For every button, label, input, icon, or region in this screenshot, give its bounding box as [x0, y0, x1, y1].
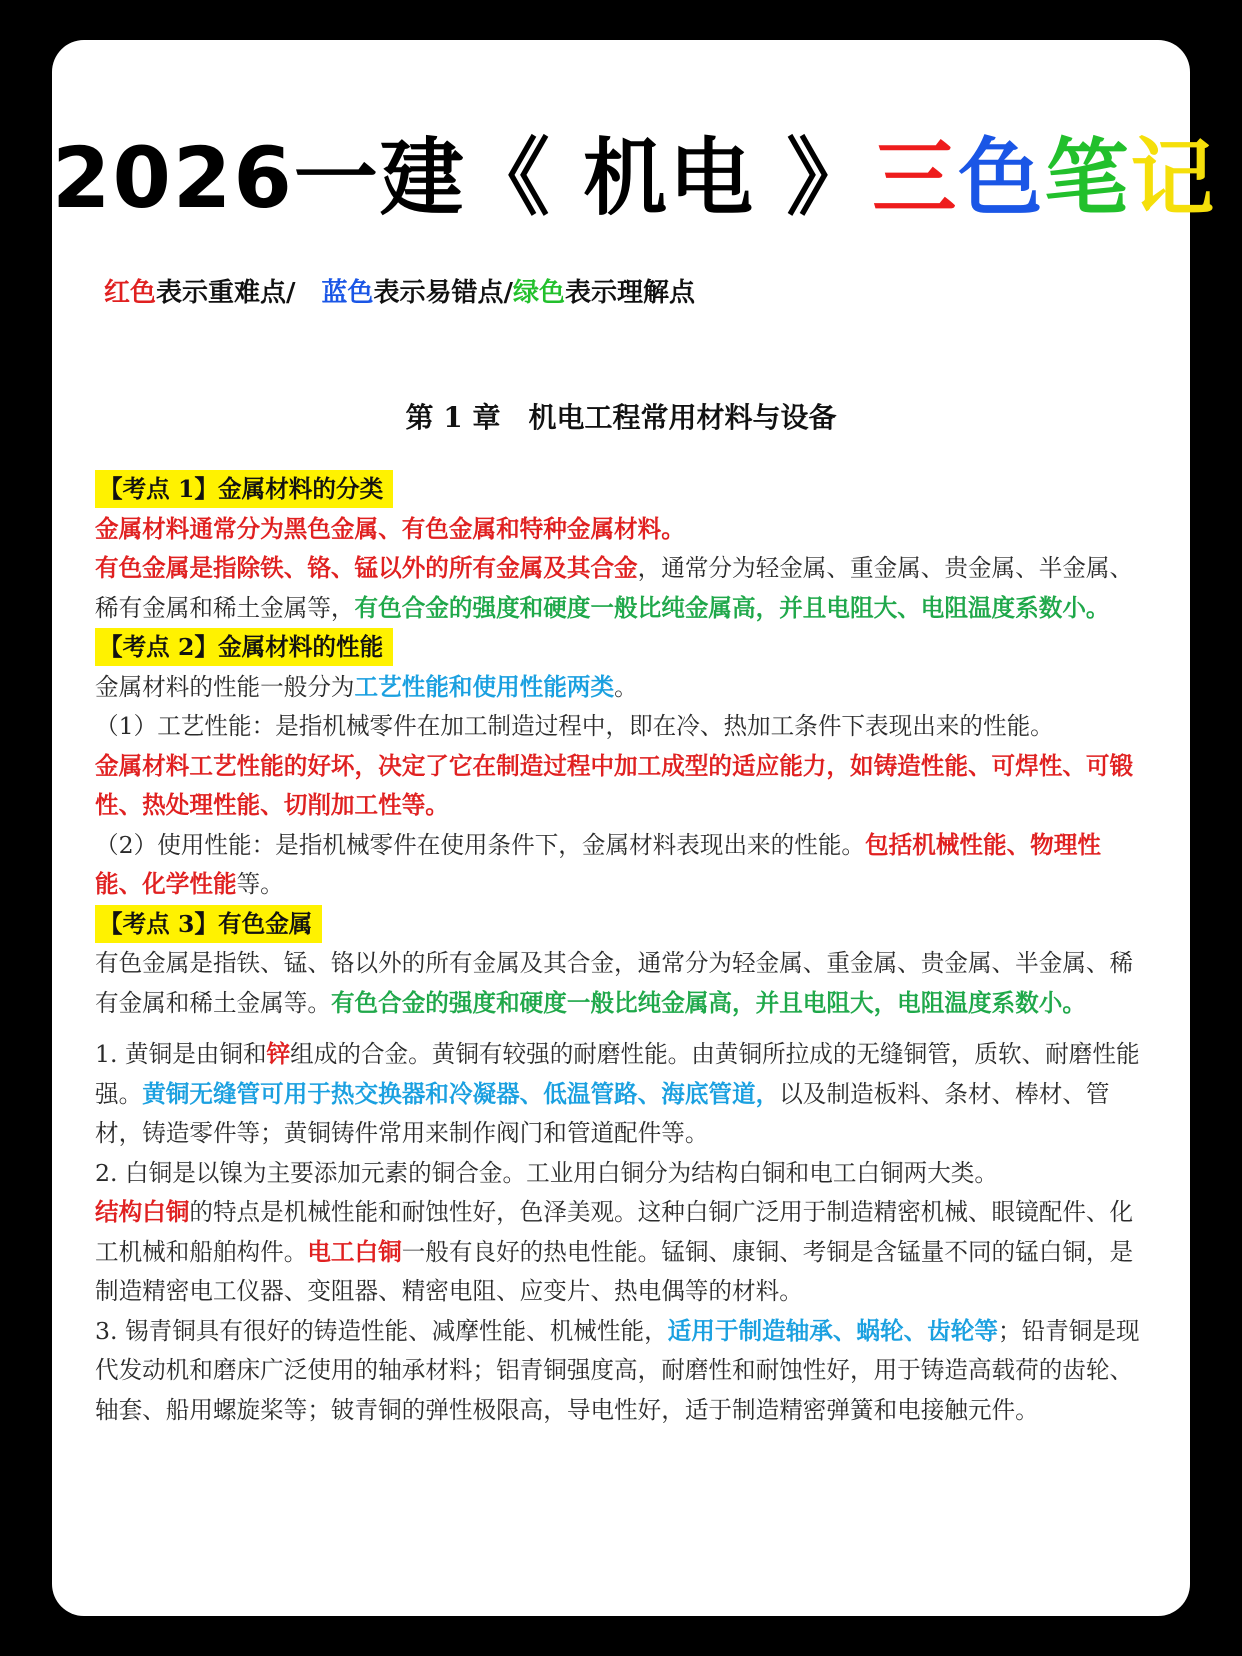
kp1-heading: 【考点 1】金属材料的分类 — [95, 470, 393, 508]
title-char-ji: 记 — [1130, 129, 1217, 227]
notes-content — [95, 470, 1147, 1430]
kp2-paragraph-4: （2）使用性能：是指机械零件在使用条件下，金属材料表现出来的性能。包括机械性能、物理性能、化学性能等。 — [95, 830, 1101, 898]
kp3-heading: 【考点 3】有色金属 — [95, 905, 322, 943]
kp2-paragraph-1: 金属材料的性能一般分为工艺性能和使用性能两类。 — [95, 672, 638, 701]
legend-red-desc: 表示重难点/ — [156, 278, 296, 308]
list-item-brass: 1. 黄铜是由铜和锌组成的合金。黄铜有较强的耐磨性能。由黄铜所拉成的无缝铜管，质软、耐磨性能强。黄铜无缝管可用于热交换器和冷凝器、低温管路、海底管道，以及制造板料、条材、棒材、管材，铸造零件等；黄铜铸件常用来制作阀门和管道配件等。 — [95, 1040, 1140, 1147]
kp1-paragraph-2: 有色金属是指除铁、铬、锰以外的所有金属及其合金，通常分为轻金属、重金属、贵金属、半金属、稀有金属和稀土金属等，有色合金的强度和硬度一般比纯金属高，并且电阻大、电阻温度系数小。 — [95, 554, 1134, 622]
legend-green-desc: 表示理解点 — [565, 278, 696, 308]
kp2-heading: 【考点 2】金属材料的性能 — [95, 628, 393, 666]
legend-red-word: 红色 — [104, 278, 157, 308]
kp3-paragraph-1: 有色金属是指铁、锰、铬以外的所有金属及其合金，通常分为轻金属、重金属、贵金属、半金属、稀有金属和稀土金属等。有色合金的强度和硬度一般比纯金属高，并且电阻大，电阻温度系数小。 — [95, 949, 1134, 1017]
title-main: 2026一建《 机电 》 — [52, 129, 873, 227]
page-title — [52, 129, 1217, 227]
title-char-bi: 笔 — [1044, 129, 1131, 227]
kp2-paragraph-3: 金属材料工艺性能的好坏，决定了它在制造过程中加工成型的适应能力，如铸造性能、可焊性、可锻性、热处理性能、切削加工性等。 — [95, 751, 1134, 819]
list-item-cupronickel: 2. 白铜是以镍为主要添加元素的铜合金。工业用白铜分为结构白铜和电工白铜两大类。 — [95, 1158, 998, 1187]
note-card — [52, 40, 1217, 1616]
list-item-bronze: 3. 锡青铜具有很好的铸造性能、减摩性能、机械性能，适用于制造轴承、蜗轮、齿轮等；铅青铜是现代发动机和磨床广泛使用的轴承材料；铝青铜强度高，耐磨性和耐蚀性好，用于铸造高载荷的齿轮、轴套、船用螺旋桨等；铍青铜的弹性极限高，导电性好，适于制造精密弹簧和电接触元件。 — [95, 1316, 1140, 1424]
legend-blue-desc: 表示易错点/ — [373, 278, 514, 308]
title-char-san: 三 — [872, 129, 959, 227]
legend-blue-word: 蓝色 — [321, 278, 374, 308]
color-legend — [104, 272, 695, 309]
kp2-paragraph-2: （1）工艺性能：是指机械零件在加工制造过程中，即在冷、热加工条件下表现出来的性能。 — [95, 712, 1054, 740]
title-char-se: 色 — [958, 129, 1045, 227]
legend-green-word: 绿色 — [513, 278, 566, 308]
kp1-paragraph-1: 金属材料通常分为黑色金属、有色金属和特种金属材料。 — [95, 514, 685, 543]
chapter-heading: 第 1 章 机电工程常用材料与设备 — [405, 401, 837, 434]
list-item-cupronickel-detail: 结构白铜的特点是机械性能和耐蚀性好，色泽美观。这种白铜广泛用于制造精密机械、眼镜配件、化工机械和船舶构件。电工白铜一般有良好的热电性能。锰铜、康铜、考铜是含锰量不同的锰白铜，是制造精密电工仪器、变阻器、精密电阻、应变片、热电偶等的材料。 — [95, 1198, 1134, 1305]
